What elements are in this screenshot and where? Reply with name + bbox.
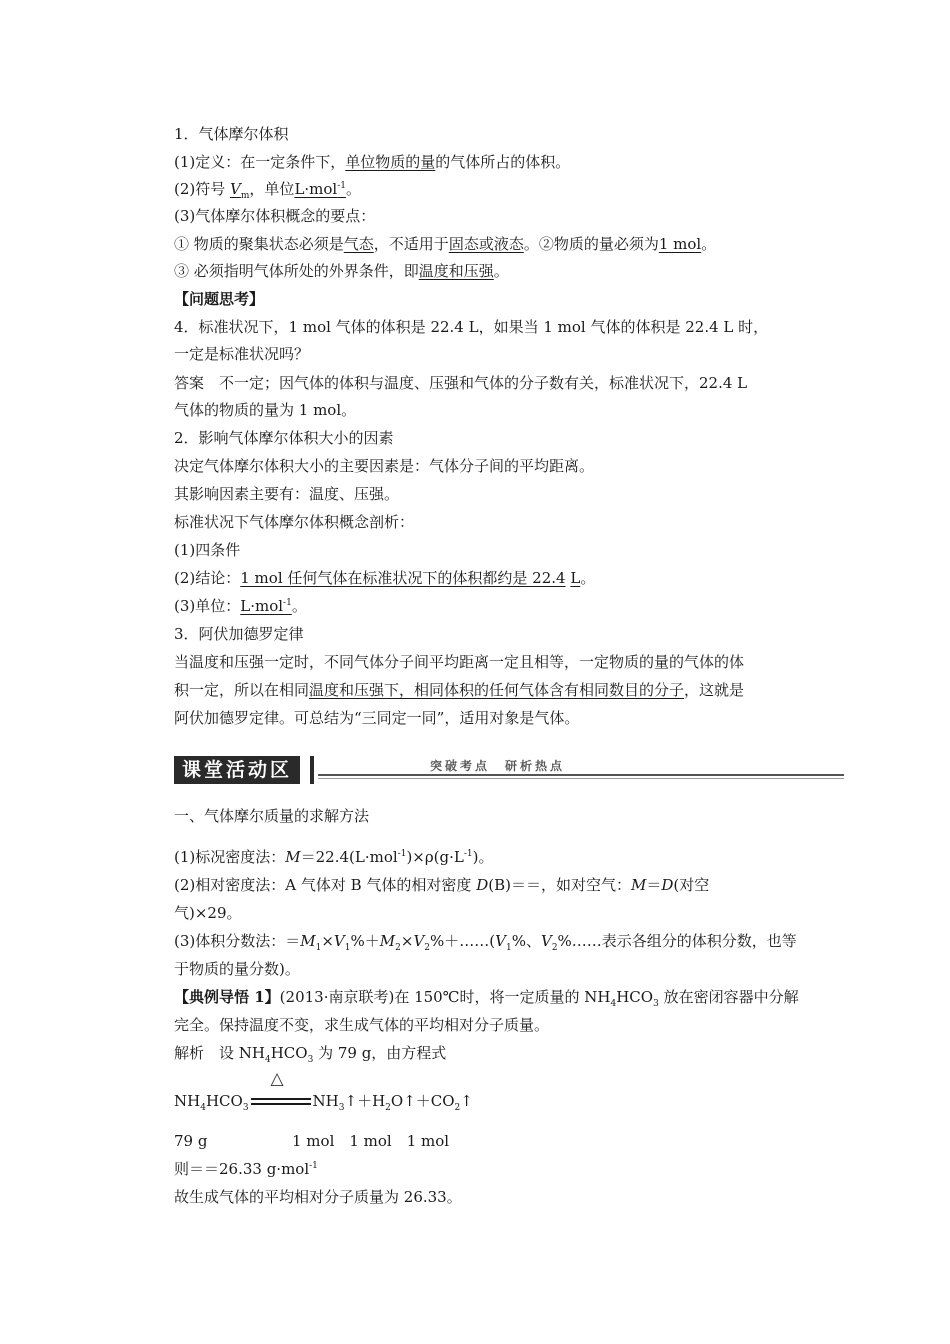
answer-line-1: 答案 不一定；因气体的体积与温度、压强和气体的分子数有关，标准状况下，22.4 L (174, 374, 748, 392)
question-line-2: 一定是标准状况吗？ (174, 345, 310, 363)
question-tag: 【问题思考】 (174, 290, 265, 308)
chemical-equation: $NH_4HCO_3$ △ $NH_3↑+H_2O↑+CO_2↑$ (174, 1069, 473, 1113)
solution-line: 解析 设 $NH_4HCO_3$ 为 79 g，由方程式 (174, 1044, 447, 1065)
heat-triangle-icon: △ (270, 1069, 284, 1089)
amounts-moles: 1 mol 1 mol 1 mol (292, 1132, 450, 1150)
method-3: (3)体积分数法：$=M_1\times V_1\%+M_2\times V_2\%+\dots\dots(V_1\%$、$V_2\%\dots\dots$表示各组分的体积分数，也等 (174, 932, 797, 953)
question-line-1: 4．标准状况下，1 mol 气体的体积是 22.4 L，如果当 1 mol 气体的体积是 22.4 L 时， (174, 318, 769, 336)
part1-heading: 一、气体摩尔质量的求解方法 (174, 807, 370, 825)
banner-rule (318, 774, 844, 776)
classroom-activity-banner (174, 754, 844, 788)
point3-line: ③ 必须指明气体所处的外界条件，即温度和压强。 (174, 262, 509, 280)
point1-line: ① 物质的聚集状态必须是气态，不适用于固态或液态。②物质的量必须为1 mol。 (174, 235, 717, 253)
method-1: (1)标况密度法：$M=22.4(L\cdot mol^{-1})\times\rho(g\cdot L^{-1})$。 (174, 848, 494, 866)
method-2: (2)相对密度法：A 气体对 B 气体的相对密度 D(B)＝＝，如对空气：M＝D(对空 (174, 876, 710, 894)
section2-line-1: 决定气体摩尔体积大小的主要因素是：气体分子间的平均距离。 (174, 457, 595, 475)
section2-line-2: 其影响因素主要有：温度、压强。 (174, 485, 400, 503)
section3-line-2: 积一定，所以在相同温度和压强下，相同体积的任何气体含有相同数目的分子，这就是 (174, 681, 745, 699)
example-line-1: 【典例导悟 1】(2013·南京联考)在 150℃时，将一定质量的 $NH_4HCO_3$ 放在密闭容器中分解 (174, 988, 799, 1009)
condition-1: (1)四条件 (174, 541, 241, 559)
banner-subtitle: 突破考点 研析热点 (430, 759, 566, 773)
method-2-cont: 气)×29。 (174, 904, 242, 922)
conclusion-line: 故生成气体的平均相对分子质量为 26.33。 (174, 1188, 462, 1206)
symbol-line: (2)符号 $V_m$，单位L·mol$^{-1}$。 (174, 180, 362, 201)
points-line: (3)气体摩尔体积概念的要点： (174, 207, 376, 225)
banner-title: 课堂活动区 (174, 756, 300, 784)
section2-heading: 2．影响气体摩尔体积大小的因素 (174, 429, 394, 447)
condition-3: (3)单位：L·mol$^{-1}$。 (174, 597, 307, 615)
definition-line: (1)定义：在一定条件下，单位物质的量的气体所占的体积。 (174, 153, 571, 171)
answer-line-2: 气体的物质的量为 1 mol。 (174, 401, 357, 419)
section3-line-1: 当温度和压强一定时，不同气体分子间平均距离一定且相等，一定物质的量的气体的体 (174, 653, 745, 671)
method-3-cont: 于物质的量分数)。 (174, 960, 300, 978)
section1-heading: 1．气体摩尔体积 (174, 125, 289, 143)
example-line-2: 完全。保持温度不变，求生成气体的平均相对分子质量。 (174, 1016, 550, 1034)
result-line: 则＝＝26.33 g·mol$^{-1}$ (174, 1160, 318, 1178)
section3-heading: 3．阿伏加德罗定律 (174, 625, 304, 643)
condition-2: (2)结论：1 mol 任何气体在标准状况下的体积都约是 22.4 L。 (174, 569, 596, 587)
section3-line-3: 阿伏加德罗定律。可总结为“三同定一同”，适用对象是气体。 (174, 709, 580, 727)
section2-line-3: 标准状况下气体摩尔体积概念剖析： (174, 513, 415, 531)
heat-equals-sign (249, 1069, 313, 1112)
banner-rule-thin (318, 778, 844, 779)
amounts-mass: 79 g (174, 1132, 208, 1150)
banner-divider (310, 756, 314, 784)
